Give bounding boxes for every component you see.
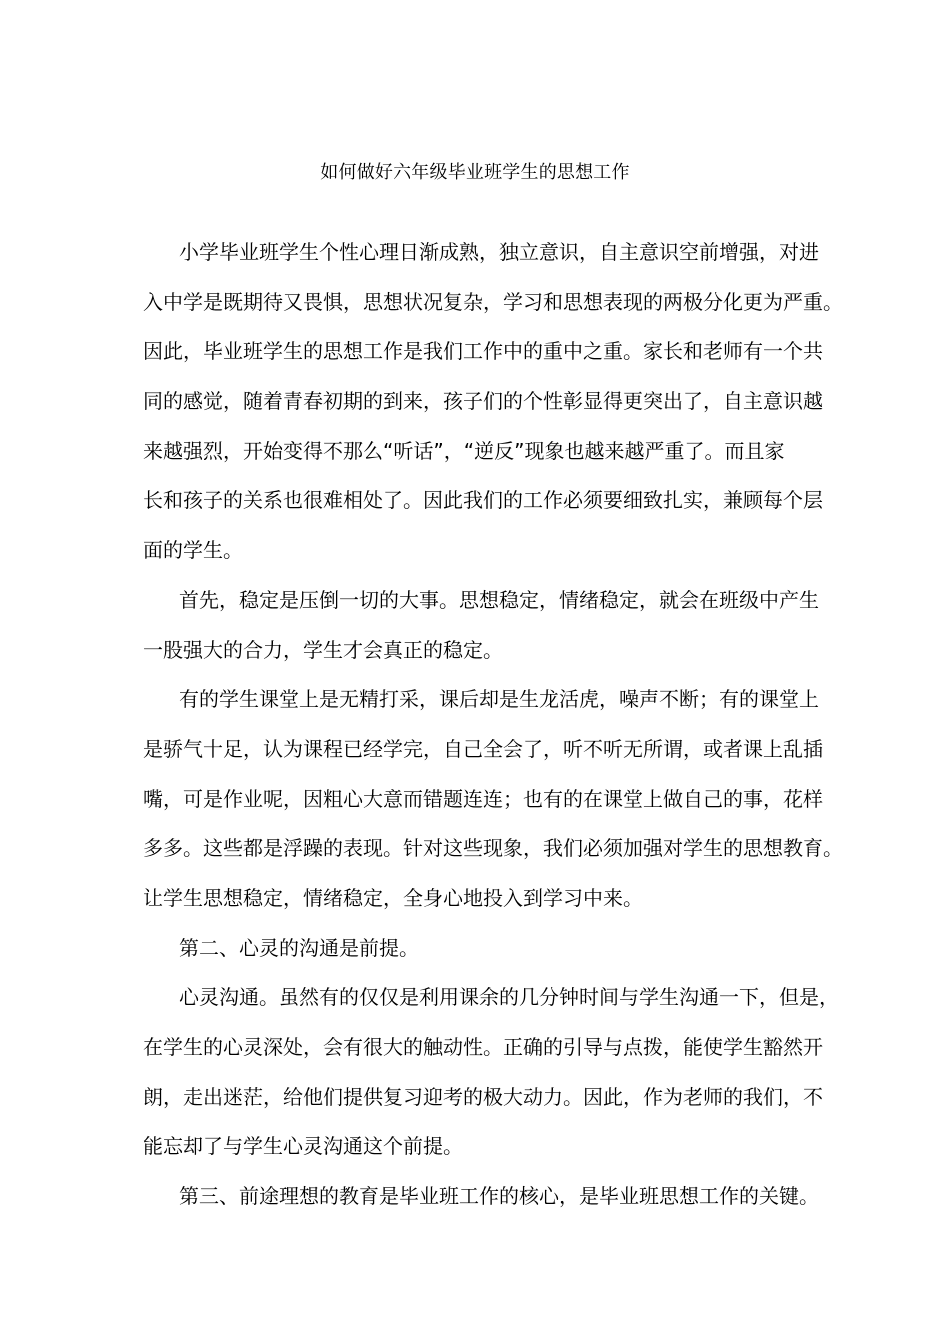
text-line: 来越强烈，开始变得不那么“听话”，“逆反”现象也越来越严重了。而且家 [143,438,785,463]
paragraph-impetuous-behavior [143,675,843,923]
text-line: 第二、心灵的沟通是前提。 [179,935,419,960]
text-line: 让学生思想稳定，情绪稳定，全身心地投入到学习中来。 [143,885,643,910]
text-line: 长和孩子的关系也很难相处了。因此我们的工作必须要细致扎实，兼顾每个层 [143,488,823,513]
text-line: 面的学生。 [143,538,243,563]
document-title: 如何做好六年级毕业班学生的思想工作 [320,162,630,183]
text-line: 多多。这些都是浮躁的表现。针对这些现象，我们必须加强对学生的思想教育。 [143,836,843,861]
paragraph-communication [143,973,839,1172]
document-body [143,228,843,1222]
text-line: 有的学生课堂上是无精打采，课后却是生龙活虎，噪声不断；有的课堂上 [179,687,819,712]
text-line: 心灵沟通。虽然有的仅仅是利用课余的几分钟时间与学生沟通一下，但是， [179,985,839,1010]
text-line: 是骄气十足，认为课程已经学完，自己全会了，听不听无所谓，或者课上乱插 [143,736,823,761]
text-line: 小学毕业班学生个性心理日渐成熟，独立意识，自主意识空前增强，对进 [179,240,819,264]
text-line: 首先，稳定是压倒一切的大事。思想稳定，情绪稳定，就会在班级中产生 [179,587,819,612]
text-line: 因此，毕业班学生的思想工作是我们工作中的重中之重。家长和老师有一个共 [143,339,823,364]
paragraph-first-point [143,576,819,675]
text-line: 一股强大的合力，学生才会真正的稳定。 [143,637,503,662]
text-line: 能忘却了与学生心灵沟通这个前提。 [143,1134,463,1159]
paragraph-third-heading [143,1172,819,1222]
text-line: 第三、前途理想的教育是毕业班工作的核心，是毕业班思想工作的关键。 [179,1184,819,1209]
text-line: 同的感觉，随着青春初期的到来，孩子们的个性彰显得更突出了，自主意识越 [143,389,823,414]
text-line: 在学生的心灵深处，会有很大的触动性。正确的引导与点拨，能使学生豁然开 [143,1035,823,1059]
text-line: 嘴，可是作业呢，因粗心大意而错题连连；也有的在课堂上做自己的事，花样 [143,786,823,811]
paragraph-second-heading [143,924,807,974]
text-line: 朗，走出迷茫，给他们提供复习迎考的极大动力。因此，作为老师的我们，不 [143,1084,823,1109]
text-line: 入中学是既期待又畏惧，思想状况复杂，学习和思想表现的两极分化更为严重。 [143,289,843,314]
paragraph-intro [143,228,843,576]
